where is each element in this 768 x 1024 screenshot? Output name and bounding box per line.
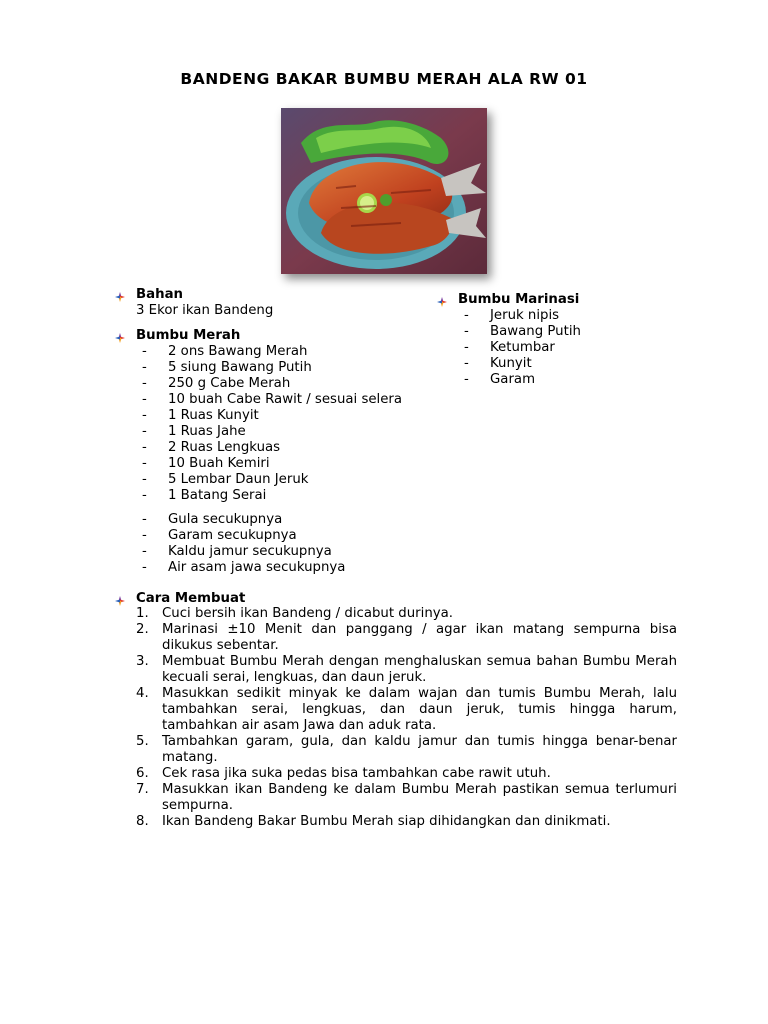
list-item: - 2 ons Bawang Merah <box>142 344 308 359</box>
list-item: - 1 Ruas Kunyit <box>142 408 259 423</box>
step-item: 7. Masukkan ikan Bandeng ke dalam Bumbu Merah pastikan semua terlumuri sempurna. <box>136 782 677 813</box>
list-item: - 250 g Cabe Merah <box>142 376 291 391</box>
bumbu-marinasi-heading: Bumbu Marinasi <box>458 292 580 307</box>
list-item: - 1 Ruas Jahe <box>142 424 246 439</box>
list-item: - Air asam jawa secukupnya <box>142 560 346 575</box>
four-color-diamond-bullet-icon <box>114 291 126 303</box>
step-item: 8. Ikan Bandeng Bakar Bumbu Merah siap dihidangkan dan dinikmati. <box>136 814 611 829</box>
bahan-heading: Bahan <box>136 287 184 302</box>
bumbu-merah-list <box>142 344 402 504</box>
list-item: - Ketumbar <box>464 340 555 355</box>
list-item: - Kaldu jamur secukupnya <box>142 544 332 559</box>
bumbu-merah-heading: Bumbu Merah <box>136 328 241 343</box>
four-color-diamond-bullet-icon <box>114 595 126 607</box>
list-item: - 2 Ruas Lengkuas <box>142 440 281 455</box>
step-item: 1. Cuci bersih ikan Bandeng / dicabut durinya. <box>136 606 453 621</box>
list-item: - 5 Lembar Daun Jeruk <box>142 472 309 487</box>
cara-membuat-steps <box>136 606 677 830</box>
page-title: BANDENG BAKAR BUMBU MERAH ALA RW 01 <box>180 70 588 88</box>
step-item: 2. Marinasi ±10 Menit dan panggang / agar ikan matang sempurna bisa dikukus sebentar. <box>136 622 677 653</box>
four-color-diamond-bullet-icon <box>114 332 126 344</box>
list-item: - Bawang Putih <box>464 324 581 339</box>
list-item: - Garam secukupnya <box>142 528 297 543</box>
list-item: - 5 siung Bawang Putih <box>142 360 312 375</box>
step-item: 4. Masukkan sedikit minyak ke dalam wajan dan tumis Bumbu Merah, lalu tambahkan serai, lengkuas, dan daun jeruk, tumis hingga harum, tambahkan air asam Jawa dan aduk rata. <box>136 686 677 733</box>
list-item: - Jeruk nipis <box>464 308 560 323</box>
list-item: - 1 Batang Serai <box>142 488 267 503</box>
list-item: - 10 buah Cabe Rawit / sesuai selera <box>142 392 403 407</box>
cara-membuat-heading: Cara Membuat <box>136 591 246 606</box>
bumbu-merah-extras-list <box>142 512 345 576</box>
list-item: - Gula secukupnya <box>142 512 283 527</box>
bumbu-marinasi-list <box>464 308 581 388</box>
list-item: - Garam <box>464 372 536 387</box>
step-item: 3. Membuat Bumbu Merah dengan menghaluskan semua bahan Bumbu Merah kecuali serai, lengkuas, dan daun jeruk. <box>136 654 677 685</box>
step-item: 6. Cek rasa jika suka pedas bisa tambahkan cabe rawit utuh. <box>136 766 551 781</box>
recipe-photo <box>281 108 487 274</box>
bahan-text: 3 Ekor ikan Bandeng <box>136 303 274 318</box>
four-color-diamond-bullet-icon <box>436 296 448 308</box>
list-item: - 10 Buah Kemiri <box>142 456 270 471</box>
list-item: - Kunyit <box>464 356 532 371</box>
step-item: 5. Tambahkan garam, gula, dan kaldu jamur dan tumis hingga benar-benar matang. <box>136 734 677 765</box>
